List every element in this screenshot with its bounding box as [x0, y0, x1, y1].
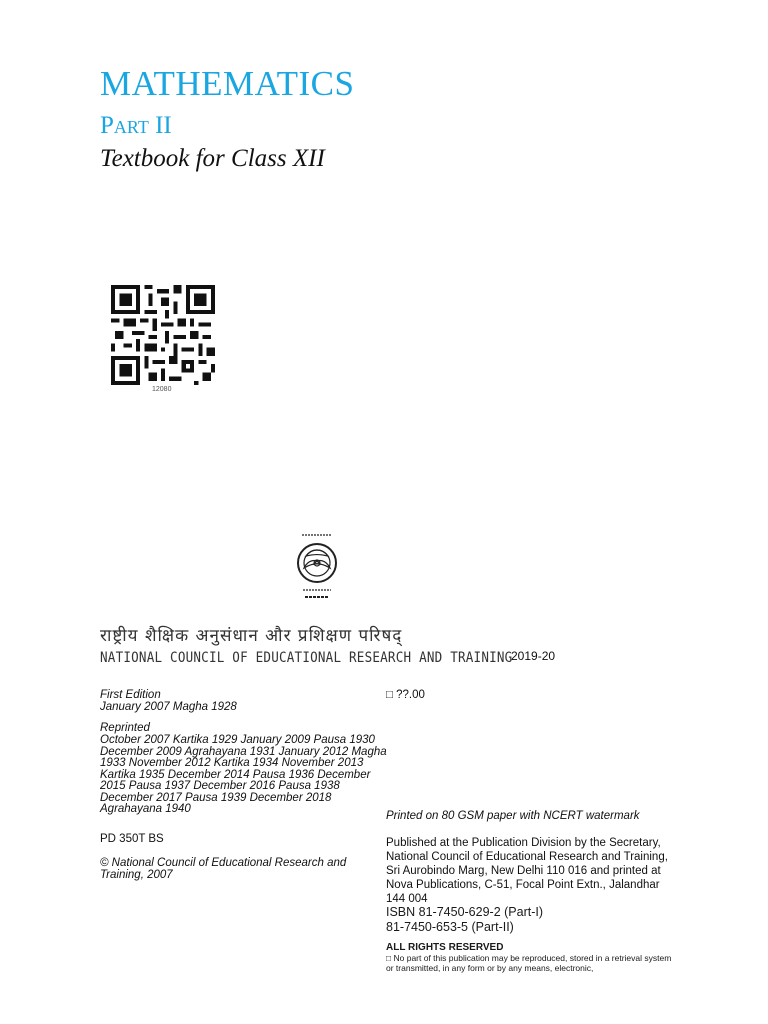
- first-edition-date: January 2007 Magha 1928: [100, 701, 237, 713]
- book-subtitle: Textbook for Class XII: [100, 145, 325, 172]
- council-name-hindi: राष्ट्रीय शैक्षिक अनुसंधान और प्रशिक्षण परिषद्: [100, 626, 403, 646]
- publisher-info: Published at the Publication Division by the Secretary, National Council of Educational Research and Training, Sri Aurobindo Marg, New Delhi 110 016 and printed at Nova Publications, C-51, Focal Point Extn., Jalandhar 144 004: [386, 837, 668, 905]
- part-cap: P: [100, 112, 114, 139]
- isbn-part-1: ISBN 81-7450-629-2 (Part-I): [386, 905, 544, 919]
- part-number: II: [148, 112, 172, 139]
- ncert-logo-icon: [290, 530, 344, 602]
- reprinted-label: Reprinted: [100, 722, 150, 734]
- part-label: [100, 113, 172, 138]
- price: □ ??.00: [386, 689, 425, 701]
- council-name-english: NATIONAL COUNCIL OF EDUCATIONAL RESEARCH AND TRAINING: [100, 648, 513, 666]
- part-small-caps: ART: [113, 117, 149, 137]
- isbn-part-2: 81-7450-653-5 (Part-II): [386, 920, 514, 934]
- copyright-notice: © National Council of Educational Research and Training, 2007: [100, 857, 347, 881]
- session-year: 2019-20: [511, 649, 556, 663]
- rights-heading: ALL RIGHTS RESERVED: [386, 942, 504, 953]
- book-title: MATHEMATICS: [100, 64, 355, 103]
- rights-text: □ No part of this publication may be reproduced, stored in a retrieval system or transmitted, in any form or by any means, electronic,: [386, 953, 672, 973]
- qr-code-number: 12080: [152, 386, 172, 393]
- qr-code-icon: [111, 285, 215, 385]
- reprinted-dates: October 2007 Kartika 1929 January 2009 Pausa 1930 December 2009 Agrahayana 1931 January 2012 Magha 1933 November 2012 Kartika 1934 November 2013 Kartika 1935 December 2014 Pausa 1936 December 2015 Pausa 1937 December 2016 Pausa 1938 December 2017 Pausa 1939 December 2018 Agrahayana 1940: [100, 734, 387, 815]
- paper-note: Printed on 80 GSM paper with NCERT watermark: [386, 810, 640, 822]
- pd-code: PD 350T BS: [100, 833, 164, 845]
- first-edition-label: First Edition: [100, 689, 161, 701]
